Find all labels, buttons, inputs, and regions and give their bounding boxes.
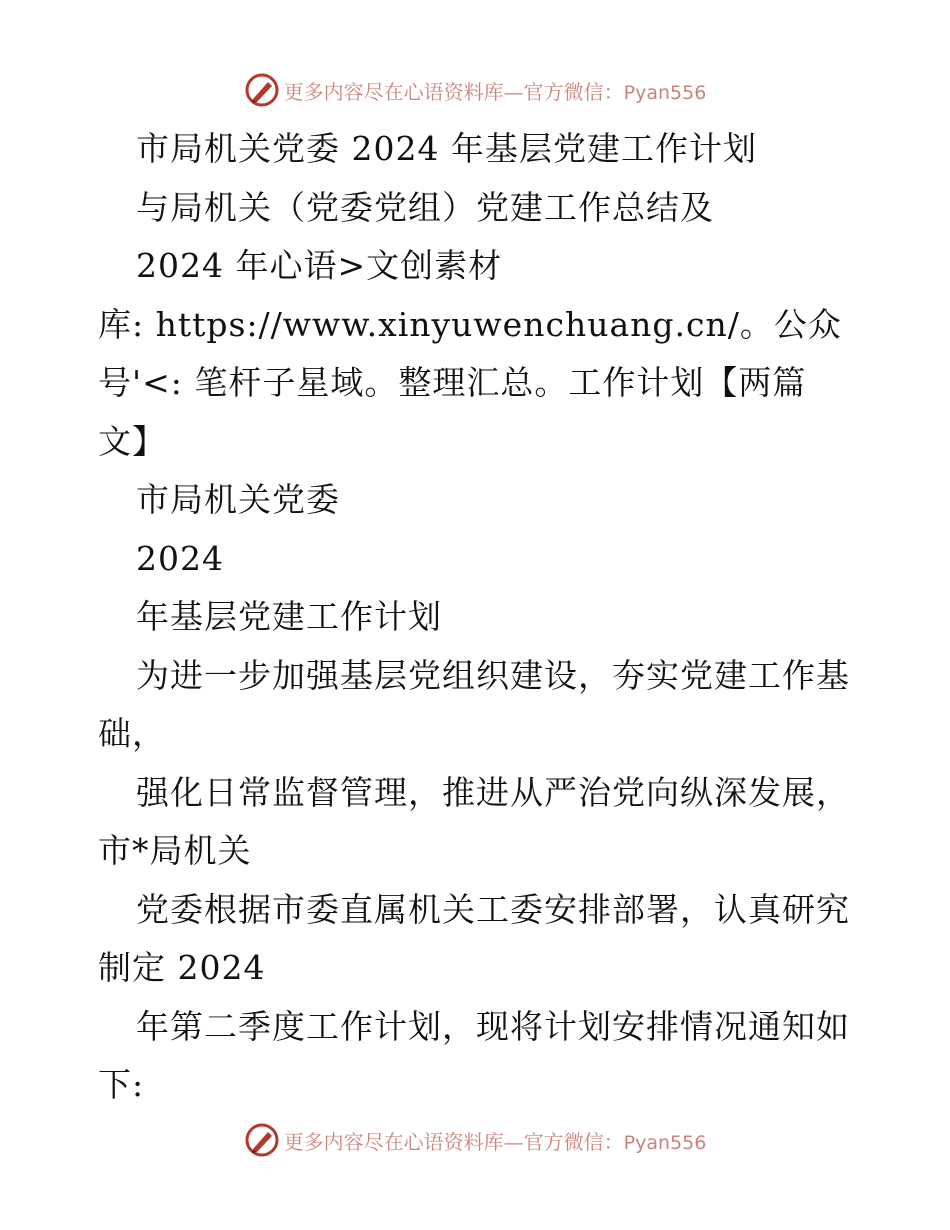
banner-wechat-id: Pyan556 xyxy=(623,81,707,104)
paragraph-line-1: 为进一步加强基层党组织建设，夯实党建工作基 xyxy=(136,655,850,695)
pen-logo-icon xyxy=(244,1122,280,1158)
source-line-2: 号'<: 笔杆子星域。整理汇总。工作计划【两篇 xyxy=(98,363,807,402)
title-line-1: 市局机关党委 2024 年基层党建工作计划 xyxy=(136,129,757,168)
banner-slogan: 更多内容尽在心语资料库—官方微信： xyxy=(283,1129,624,1154)
header-banner xyxy=(0,70,950,110)
paragraph-line-2: 础， xyxy=(98,714,166,753)
heading-line-3: 年基层党建工作计划 xyxy=(136,597,442,636)
heading-line-1: 市局机关党委 xyxy=(136,480,340,519)
heading-line-2: 2024 xyxy=(136,538,224,578)
paragraph-line-3: 强化日常监督管理，推进从严治党向纵深发展， xyxy=(136,772,850,812)
paragraph-line-4: 市*局机关 xyxy=(98,831,252,870)
banner-slogan: 更多内容尽在心语资料库—官方微信： xyxy=(283,79,624,104)
source-line-1: 库: https://www.xinyuwenchuang.cn/。公众 xyxy=(98,304,842,344)
banner-wechat-id: Pyan556 xyxy=(623,1131,707,1154)
source-line-3: 文】 xyxy=(98,421,166,461)
banner-text xyxy=(284,76,707,105)
paragraph-line-5: 党委根据市委直属机关工委安排部署，认真研究 xyxy=(136,889,850,929)
title-line-3: 2024 年心语>文创素材 xyxy=(136,246,503,285)
paragraph-line-7: 年第二季度工作计划，现将计划安排情况通知如 xyxy=(136,1006,850,1046)
paragraph-line-8: 下: xyxy=(98,1065,145,1104)
footer-banner xyxy=(0,1120,950,1160)
banner-text xyxy=(284,1126,707,1155)
paragraph-line-6: 制定 2024 xyxy=(98,948,266,987)
document-body xyxy=(98,120,858,1115)
title-line-2: 与局机关（党委党组）党建工作总结及 xyxy=(136,187,714,227)
pen-logo-icon xyxy=(244,72,280,108)
